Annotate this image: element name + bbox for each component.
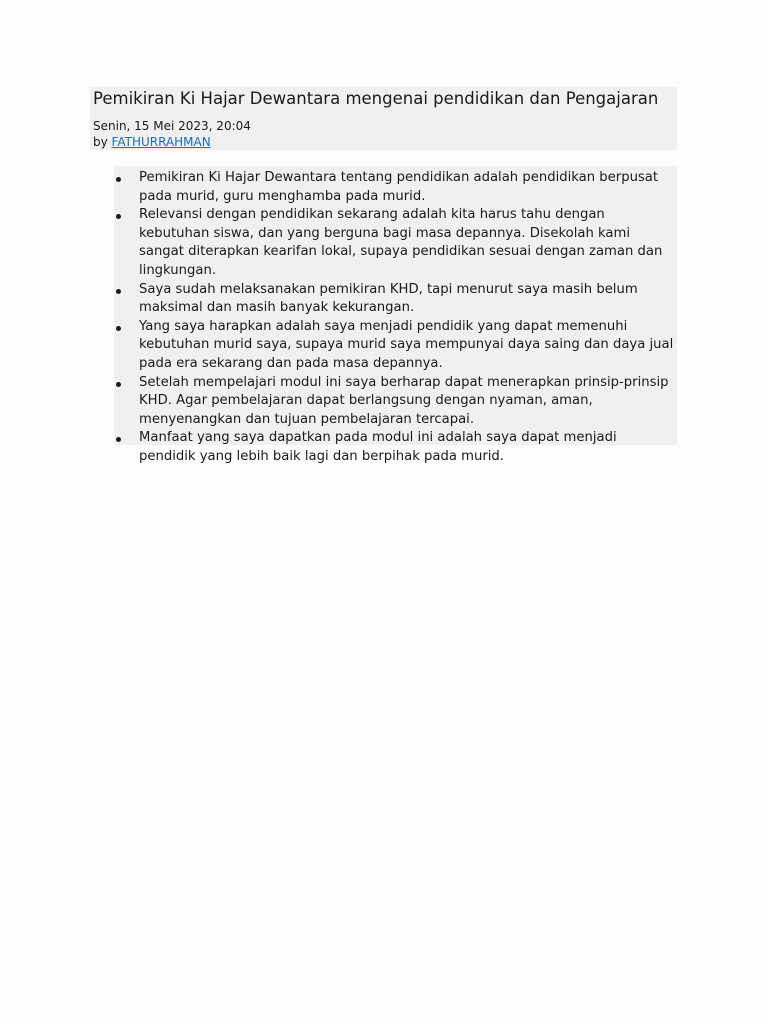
post-date: Senin, 15 Mei 2023, 20:04 — [93, 119, 251, 133]
bullet-icon — [116, 289, 121, 294]
list-item-text: Saya sudah melaksanakan pemikiran KHD, tapi menurut saya masih belum maksimal dan masih banyak kekurangan. — [139, 281, 638, 316]
bullet-icon — [116, 437, 121, 442]
post-title: Pemikiran Ki Hajar Dewantara mengenai pendidikan dan Pengajaran — [93, 89, 659, 108]
list-item-text: Relevansi dengan pendidikan sekarang adalah kita harus tahu dengan kebutuhan siswa, dan yang berguna bagi masa depannya. Disekolah kami sangat diterapkan kearifan lokal, supaya pendidikan sesuai dengan zaman dan lingkungan. — [139, 207, 663, 278]
list-item — [114, 169, 677, 206]
list-item — [114, 429, 677, 466]
bullet-icon — [116, 326, 121, 331]
list-item — [114, 318, 677, 374]
bullet-icon — [116, 382, 121, 387]
bullet-icon — [116, 214, 121, 219]
list-item — [114, 374, 677, 430]
by-label: by — [93, 135, 108, 149]
list-item-text: Pemikiran Ki Hajar Dewantara tentang pendidikan adalah pendidikan berpusat pada murid, guru menghamba pada murid. — [139, 170, 659, 204]
bullet-icon — [116, 177, 121, 182]
list-item-text: Setelah mempelajari modul ini saya berharap dapat menerapkan prinsip-prinsip KHD. Agar pembelajaran dapat berlangsung dengan nyaman, aman, menyenangkan dan tujuan pembelajaran tercapai. — [139, 374, 669, 427]
post-content — [114, 166, 677, 464]
list-item — [114, 206, 677, 280]
author-link[interactable]: FATHURRAHMAN — [111, 135, 211, 149]
bullet-list — [114, 169, 677, 467]
post-byline — [93, 134, 677, 150]
list-item-text: Yang saya harapkan adalah saya menjadi pendidik yang dapat memenuhi kebutuhan murid saya, supaya murid saya mempunyai daya saing dan daya jual pada era sekarang dan pada masa depannya. — [139, 318, 674, 371]
list-item — [114, 281, 677, 318]
post-header — [90, 87, 677, 150]
list-item-text: Manfaat yang saya dapatkan pada modul ini adalah saya dapat menjadi pendidik yang lebih baik lagi dan berpihak pada murid. — [139, 430, 617, 464]
